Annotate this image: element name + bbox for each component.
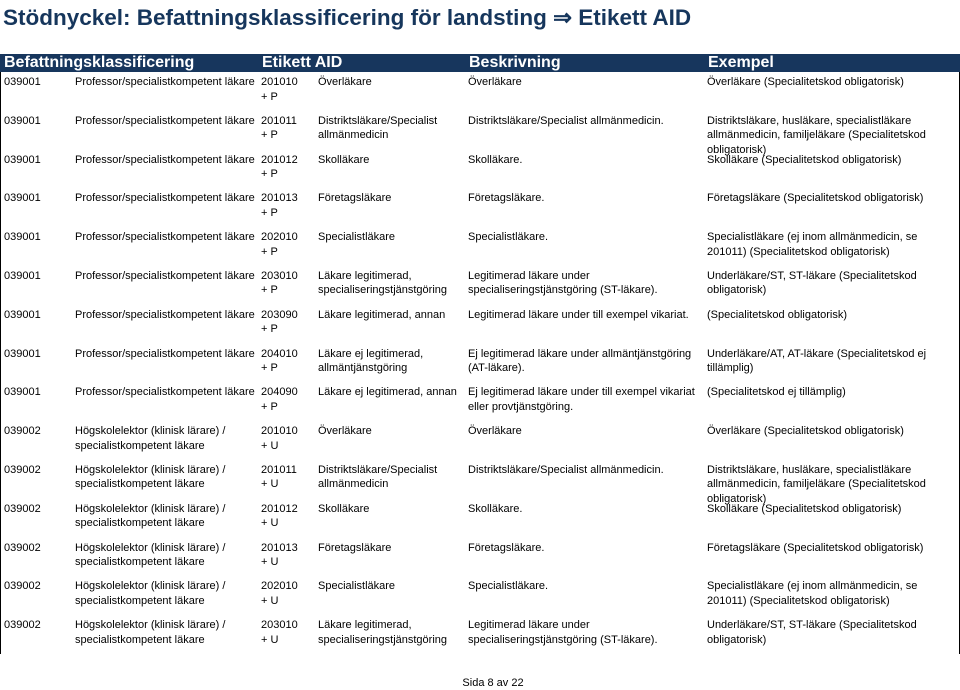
example-cell: (Specialitetskod obligatorisk): [707, 308, 848, 321]
table-row: [0, 266, 960, 305]
title-cell: Professor/specialistkompetent läkare: [75, 231, 255, 244]
example-cell: Distriktsläkare, husläkare, specialistläkare allmänmedicin, familjeläkare (Specialitetskod obligatorisk): [707, 463, 926, 505]
label-cell: Läkare ej legitimerad, annan: [318, 386, 457, 399]
table-header: [0, 54, 960, 72]
label-cell: Läkare legitimerad, specialiseringstjänstgöring: [318, 269, 448, 297]
label-cell: Överläkare: [318, 425, 372, 438]
label-cell: Läkare legitimerad, specialiseringstjänstgöring: [318, 619, 448, 646]
example-cell: Överläkare (Specialitetskod obligatorisk): [707, 76, 904, 88]
description-cell: Skolläkare.: [468, 502, 523, 515]
aid-cell: 201010 + U: [261, 425, 298, 452]
aid-cell: 203090 + P: [261, 308, 298, 336]
title-cell: Professor/specialistkompetent läkare: [75, 76, 255, 88]
aid-cell: 201013 + P: [261, 192, 298, 219]
code-cell: 039001: [4, 308, 41, 321]
aid-cell: 203010 + U: [261, 619, 298, 646]
page-title: Stödnyckel: Befattningsklassificering för landsting ⇒ Etikett AID: [3, 5, 692, 30]
example-cell: Underläkare/ST, ST-läkare (Specialitetskod obligatorisk): [707, 269, 917, 297]
description-cell: Överläkare: [468, 76, 522, 88]
label-cell: Läkare legitimerad, annan: [318, 308, 446, 321]
header-befattningsklassificering: Befattningsklassificering: [4, 54, 195, 71]
table-row: [0, 305, 960, 344]
label-cell: Specialistläkare: [318, 580, 396, 593]
table-row: [0, 615, 960, 654]
description-cell: Ej legitimerad läkare under allmäntjänstgöring (AT-läkare).: [468, 347, 692, 375]
table-body: [0, 72, 960, 654]
title-cell: Professor/specialistkompetent läkare: [75, 347, 255, 360]
label-cell: Skolläkare: [318, 153, 370, 166]
label-cell: Distriktsläkare/Specialist allmänmedicin: [318, 463, 438, 491]
page-footer: [0, 676, 960, 690]
table-row: [0, 72, 960, 111]
example-cell: Distriktsläkare, husläkare, specialistläkare allmänmedicin, familjeläkare (Specialitetskod obligatorisk): [707, 114, 926, 156]
example-cell: Företagsläkare (Specialitetskod obligatorisk): [707, 192, 924, 205]
aid-cell: 201011 + U: [261, 463, 297, 491]
table-row: [0, 576, 960, 615]
title-cell: Högskolelektor (klinisk lärare) / specialistkompetent läkare: [75, 502, 226, 530]
table-row: [0, 344, 960, 383]
example-cell: Skolläkare (Specialitetskod obligatorisk): [707, 153, 902, 166]
table-row: [0, 538, 960, 577]
title-cell: Professor/specialistkompetent läkare: [75, 269, 255, 282]
description-cell: Ej legitimerad läkare under till exempel vikariat eller provtjänstgöring.: [468, 386, 695, 413]
example-cell: Specialistläkare (ej inom allmänmedicin, se 201011) (Specialitetskod obligatorisk): [707, 231, 918, 258]
label-cell: Specialistläkare: [318, 231, 396, 244]
example-cell: Skolläkare (Specialitetskod obligatorisk): [707, 502, 902, 515]
title-cell: Professor/specialistkompetent läkare: [75, 114, 255, 127]
title-cell: Högskolelektor (klinisk lärare) / specialistkompetent läkare: [75, 463, 226, 491]
description-cell: Skolläkare.: [468, 153, 523, 166]
description-cell: Legitimerad läkare under till exempel vikariat.: [468, 308, 689, 321]
description-cell: Legitimerad läkare under specialiseringstjänstgöring (ST-läkare).: [468, 269, 658, 297]
title-cell: Professor/specialistkompetent läkare: [75, 308, 255, 321]
label-cell: Företagsläkare: [318, 192, 392, 205]
example-cell: Underläkare/ST, ST-läkare (Specialitetskod obligatorisk): [707, 619, 917, 646]
example-cell: Underläkare/AT, AT-läkare (Specialitetskod ej tillämplig): [707, 347, 927, 375]
aid-cell: 201013 + U: [261, 541, 298, 569]
description-cell: Specialistläkare.: [468, 231, 549, 244]
aid-cell: 201012 + P: [261, 153, 298, 181]
code-cell: 039001: [4, 231, 41, 244]
description-cell: Specialistläkare.: [468, 580, 549, 593]
description-cell: Legitimerad läkare under specialiseringstjänstgöring (ST-läkare).: [468, 619, 658, 646]
example-cell: Specialistläkare (ej inom allmänmedicin, se 201011) (Specialitetskod obligatorisk): [707, 580, 918, 607]
table-row: [0, 227, 960, 266]
title-cell: Högskolelektor (klinisk lärare) / specialistkompetent läkare: [75, 541, 226, 569]
code-cell: 039002: [4, 580, 41, 593]
example-cell: Överläkare (Specialitetskod obligatorisk): [707, 425, 904, 438]
code-cell: 039002: [4, 463, 41, 476]
table-row: [0, 382, 960, 421]
code-cell: 039002: [4, 541, 41, 554]
description-cell: Distriktsläkare/Specialist allmänmedicin.: [468, 463, 664, 476]
description-cell: Företagsläkare.: [468, 192, 545, 205]
table-row: [0, 460, 960, 505]
description-cell: Företagsläkare.: [468, 541, 545, 554]
header-beskrivning: Beskrivning: [469, 54, 561, 71]
code-cell: 039001: [4, 347, 41, 360]
aid-cell: 204010 + P: [261, 347, 298, 375]
table-row: [0, 150, 960, 189]
code-cell: 039002: [4, 502, 41, 515]
code-cell: 039001: [4, 114, 41, 127]
aid-cell: 203010 + P: [261, 269, 298, 297]
aid-cell: 201011 + P: [261, 114, 297, 142]
table-row: [0, 499, 960, 538]
aid-cell: 201012 + U: [261, 502, 298, 530]
header-etikett-aid: Etikett AID: [262, 54, 343, 71]
description-cell: Distriktsläkare/Specialist allmänmedicin.: [468, 114, 664, 127]
table-row: [0, 111, 960, 156]
code-cell: 039001: [4, 153, 41, 166]
example-cell: Företagsläkare (Specialitetskod obligatorisk): [707, 541, 924, 554]
label-cell: Företagsläkare: [318, 541, 392, 554]
example-cell: (Specialitetskod ej tillämplig): [707, 386, 846, 399]
title-cell: Professor/specialistkompetent läkare: [75, 153, 255, 166]
code-cell: 039001: [4, 192, 41, 205]
code-cell: 039002: [4, 619, 41, 632]
title-cell: Högskolelektor (klinisk lärare) / specialistkompetent läkare: [75, 619, 226, 646]
code-cell: 039001: [4, 76, 41, 88]
title-cell: Professor/specialistkompetent läkare: [75, 192, 255, 205]
label-cell: Skolläkare: [318, 502, 370, 515]
description-cell: Överläkare: [468, 425, 522, 438]
table-row: [0, 188, 960, 227]
page-number: Sida 8 av 22: [462, 677, 524, 689]
aid-cell: 204090 + P: [261, 386, 298, 413]
code-cell: 039002: [4, 425, 41, 438]
table-row: [0, 421, 960, 460]
title-cell: Högskolelektor (klinisk lärare) / specialistkompetent läkare: [75, 580, 226, 607]
code-cell: 039001: [4, 269, 41, 282]
header-exempel: Exempel: [708, 54, 774, 71]
title-cell: Professor/specialistkompetent läkare: [75, 386, 255, 399]
aid-cell: 201010 + P: [261, 76, 298, 103]
label-cell: Överläkare: [318, 76, 372, 88]
code-cell: 039001: [4, 386, 41, 399]
aid-cell: 202010 + P: [261, 231, 298, 258]
label-cell: Läkare ej legitimerad, allmäntjänstgöring: [318, 347, 424, 375]
title-cell: Högskolelektor (klinisk lärare) / specialistkompetent läkare: [75, 425, 226, 452]
aid-cell: 202010 + U: [261, 580, 298, 607]
label-cell: Distriktsläkare/Specialist allmänmedicin: [318, 114, 438, 142]
